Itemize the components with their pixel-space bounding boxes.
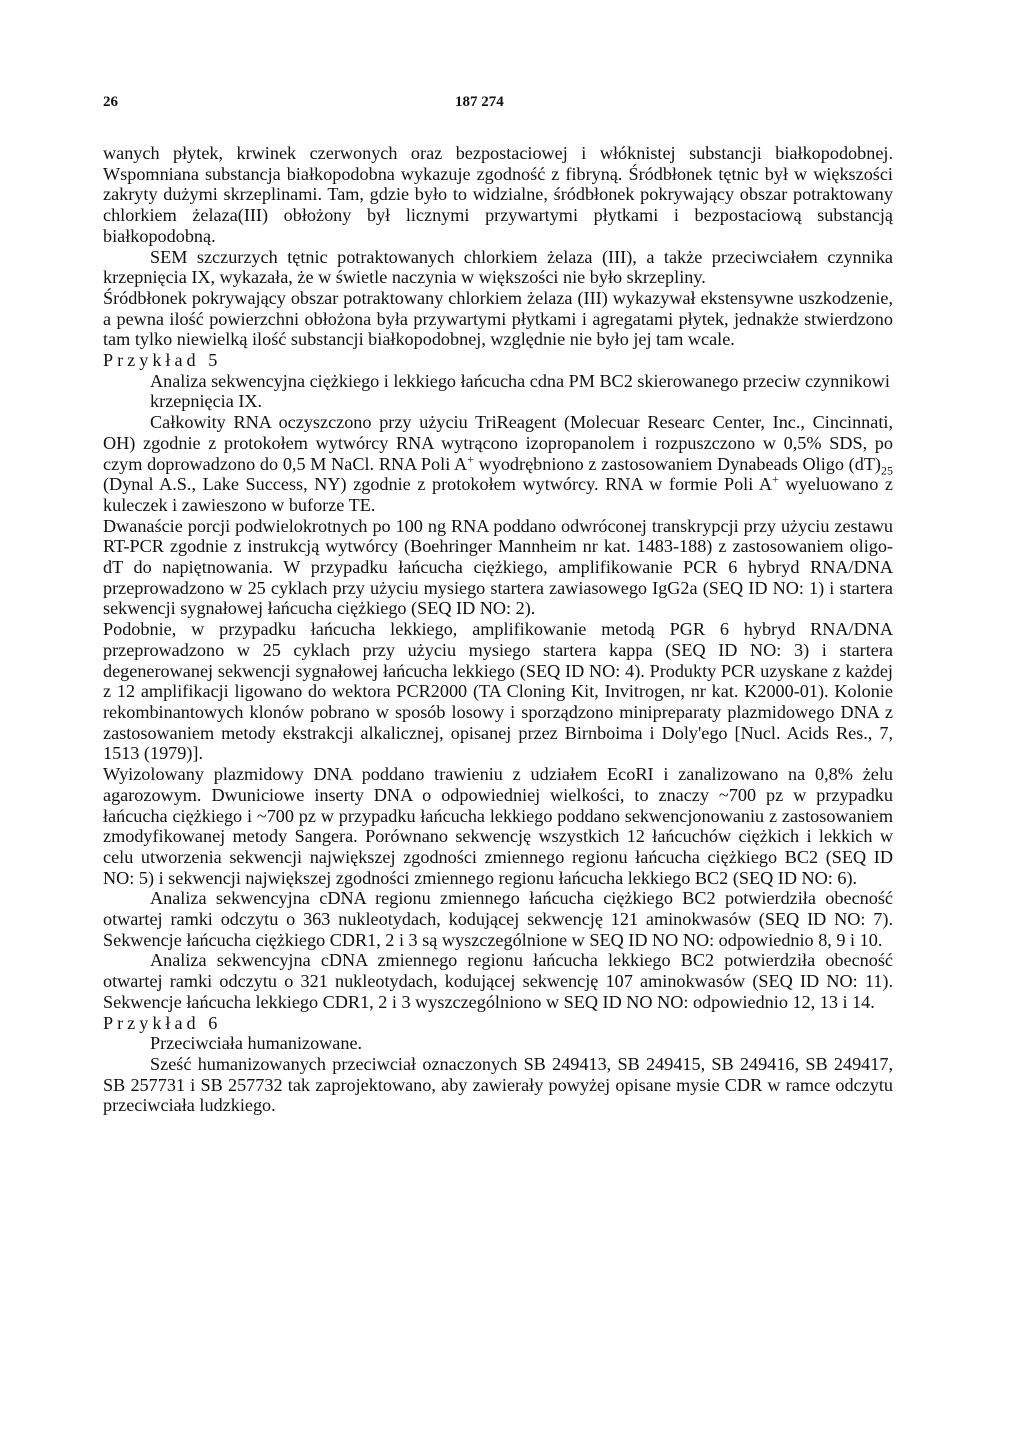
superscript: + (772, 472, 779, 487)
paragraph: Śródbłonek pokrywający obszar potraktowany chlorkiem żelaza (III) wykazywał ekstensywne uszkodzenie, a pewna ilość powierzchni obłożona była przywartymi płytkami i agregatami płytek, jednakże stwierdzono tam tylko niewielką ilość substancji białkopodobnej, względnie nie było jej tam wcale. (103, 287, 893, 350)
page-header (103, 94, 893, 118)
example-heading: Przykład 6 (103, 1012, 222, 1033)
paragraph (103, 412, 893, 516)
text-run: wyodrębniono z zastosowaniem Dynabeads Oligo (dT) (473, 453, 881, 474)
superscript: + (467, 451, 474, 466)
example-heading: Przykład 5 (103, 350, 222, 371)
text-run: (Dynal A.S., Lake Success, NY) zgodnie z protokołem wytwórcy. RNA w formie Poli A (103, 474, 772, 495)
page-number: 26 (103, 94, 118, 110)
example-title: Przeciwciała humanizowane. (150, 1033, 363, 1054)
paragraph: wanych płytek, krwinek czerwonych oraz bezpostaciowej i włóknistej substancji białkopodobnej. Wspomniana substancja białkopodobna wykazuje zgodność z fibryną. Śródbłonek tętnic był w większości zakryty dużymi skrzeplinami. Tam, gdzie było to widzialne, śródbłonek pokrywający obszar potraktowany chlorkiem żelaza(III) obłożony był licznymi przywartymi płytkami i bezpostaciową substancją białkopodobną. (103, 143, 893, 246)
document-body (103, 143, 893, 1116)
paragraph: Dwanaście porcji podwielokrotnych po 100 ng RNA poddano odwróconej transkrypcji przy użyciu zestawu RT-PCR zgodnie z instrukcją wytwórcy (Boehringer Mannheim nr kat. 1483-188) z zastosowaniem oligo-dT do napiętnowania. W przypadku łańcucha ciężkiego, amplifikowanie PCR 6 hybryd RNA/DNA przeprowadzono w 25 cyklach przy użyciu mysiego startera zawiasowego IgG2a (SEQ ID NO: 1) i startera sekwencji sygnałowej łańcucha ciężkiego (SEQ ID NO: 2). (103, 515, 893, 619)
subscript: 25 (881, 463, 893, 478)
text-run: Całkowity RNA oczyszczono przy użyciu TriReagent (Molecuar Researc Center, Inc., Cincinnati, OH) zgodnie z protokołem wytwórcy RNA wytrącono izopropanolem i rozpuszczono w 0,5% SDS, po czym doprowadzono do 0,5 M NaCl. RNA Poli A (103, 412, 893, 474)
patent-number: 187 274 (455, 94, 504, 110)
paragraph: Analiza sekwencyjna cDNA regionu zmiennego łańcucha ciężkiego BC2 potwierdziła obecność otwartej ramki odczytu o 363 nukleotydach, kodującej sekwencję 121 aminokwasów (SEQ ID NO: 7). Sekwencje łańcucha ciężkiego CDR1, 2 i 3 są wyszczególnione w SEQ ID NO NO: odpowiednio 8, 9 i 10. (103, 888, 893, 950)
text-run: wyeluowano z kuleczek i zawieszono w buforze TE. (103, 474, 893, 515)
paragraph: Sześć humanizowanych przeciwciał oznaczonych SB 249413, SB 249415, SB 249416, SB 249417, SB 257731 i SB 257732 tak zaprojektowano, aby zawierały powyżej opisane mysie CDR w ramce odczytu przeciwciała ludzkiego. (103, 1053, 893, 1116)
paragraph: Podobnie, w przypadku łańcucha lekkiego, amplifikowanie metodą PGR 6 hybryd RNA/DNA przeprowadzono w 25 cyklach przy użyciu mysiego startera kappa (SEQ ID NO: 3) i startera degenerowanej sekwencji sygnałowej łańcucha lekkiego (SEQ ID NO: 4). Produkty PCR uzyskane z każdej z 12 amplifikacji ligowano do wektora PCR2000 (TA Cloning Kit, Invitrogen, nr kat. K2000-01). Kolonie rekombinantowych klonów pobrano w sposób losowy i sporządzono minipreparaty plazmidowego DNA z zastosowaniem metody ekstrakcji alkalicznej, opisanej przez Birnboima i Doly'ego [Nucl. Acids Res., 7, 1513 (1979)]. (103, 619, 893, 764)
paragraph: Analiza sekwencyjna cDNA zmiennego regionu łańcucha lekkiego BC2 potwierdziła obecność otwartej ramki odczytu o 321 nukleotydach, kodującej sekwencję 107 aminokwasów (SEQ ID NO: 11). Sekwencje łańcucha lekkiego CDR1, 2 i 3 wyszczególniono w SEQ ID NO NO: odpowiednio 12, 13 i 14. (103, 950, 893, 1012)
paragraph: SEM szczurzych tętnic potraktowanych chlorkiem żelaza (III), a także przeciwciałem czynnika krzepnięcia IX, wykazała, że w świetle naczynia w większości nie było skrzepliny. (103, 246, 893, 288)
paragraph: Wyizolowany plazmidowy DNA poddano trawieniu z udziałem EcoRI i zanalizowano na 0,8% żelu agarozowym. Dwuniciowe inserty DNA o odpowiedniej wielkości, to znaczy ~700 pz w przypadku łańcucha ciężkiego i ~700 pz w przypadku łańcucha lekkiego poddano sekwencjonowaniu z zastosowaniem zmodyfikowanej metody Sangera. Porównano sekwencję wszystkich 12 łańcuchów ciężkich i lekkich w celu utworzenia sekwencji największej zgodności zmiennego regionu łańcucha ciężkiego BC2 (SEQ ID NO: 5) i sekwencji największej zgodności zmiennego regionu łańcucha lekkiego BC2 (SEQ ID NO: 6). (103, 764, 893, 888)
example-title: Analiza sekwencyjna ciężkiego i lekkiego łańcucha cdna PM BC2 skierowanego przeciw czynnikowi krzepnięcia IX. (150, 370, 890, 412)
